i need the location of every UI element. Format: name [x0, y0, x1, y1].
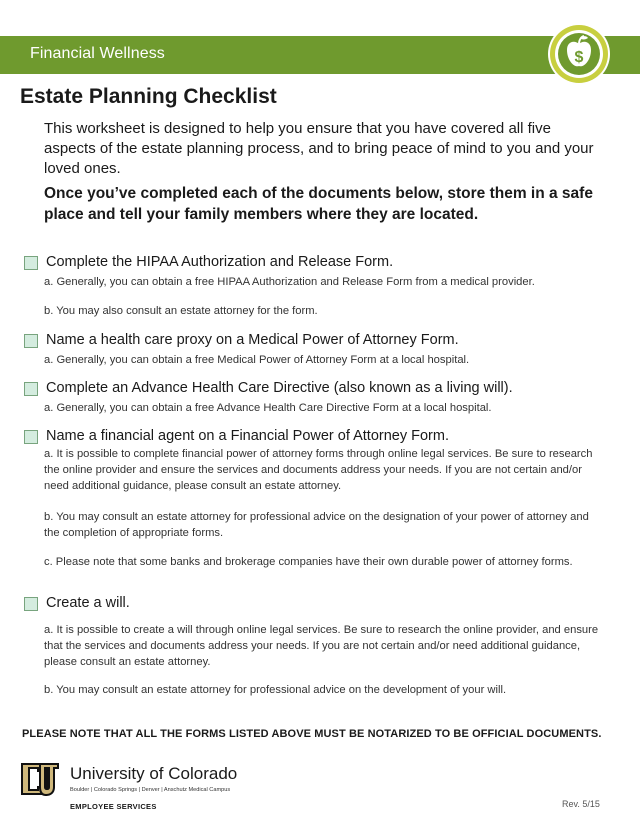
intro-paragraph: This worksheet is designed to help you ensure that you have covered all five aspects of the estate planning process, and to bring peace of mind to you and your loved ones.	[44, 120, 594, 177]
instruction-paragraph: Once you’ve completed each of the documents below, store them in a safe place and tell your family members where they are located.	[44, 185, 593, 223]
campus-list: Boulder | Colorado Springs | Denver | Anschutz Medical Campus	[70, 787, 231, 793]
svg-text:$: $	[574, 49, 584, 66]
checklist-checkbox[interactable]	[24, 382, 38, 396]
checklist-note: a. Generally, you can obtain a free Medical Power of Attorney Form at a local hospital.	[44, 354, 470, 366]
checklist-item-title: Complete an Advance Health Care Directive (also known as a living will).	[46, 380, 513, 396]
checklist-item-title: Complete the HIPAA Authorization and Release Form.	[46, 254, 394, 270]
checklist-checkbox[interactable]	[24, 256, 38, 270]
notarization-notice: PLEASE NOTE THAT ALL THE FORMS LISTED ABOVE MUST BE NOTARIZED TO BE OFFICIAL DOCUMENTS.	[22, 728, 602, 740]
checklist-note: c. Please note that some banks and brokerage companies have their own durable power of attorney forms.	[44, 556, 573, 568]
apple-dollar-icon	[547, 22, 611, 86]
checklist-checkbox[interactable]	[24, 334, 38, 348]
checklist-note: b. You may consult an estate attorney for professional advice on the development of your will.	[44, 684, 507, 696]
checklist-item-title: Name a financial agent on a Financial Power of Attorney Form.	[46, 428, 449, 444]
checklist-checkbox[interactable]	[24, 597, 38, 611]
checklist-note: b. You may consult an estate attorney for professional advice on the designation of your power of attorney and the completion of appropriate forms.	[44, 511, 589, 539]
checklist-item-title: Create a will.	[46, 595, 130, 611]
checklist-note: a. Generally, you can obtain a free HIPAA Authorization and Release Form from a medical provider.	[44, 276, 535, 288]
revision-label: Rev. 5/15	[562, 799, 600, 809]
page-title: Estate Planning Checklist	[20, 85, 277, 108]
cu-logo-icon	[19, 758, 61, 800]
department-name: EMPLOYEE SERVICES	[70, 802, 157, 811]
checklist-note: a. Generally, you can obtain a free Advance Health Care Directive Form at a local hospital.	[44, 402, 492, 414]
checklist-note: a. It is possible to complete financial power of attorney forms through online legal services. Be sure to research the online provider and ensure the services and documents address your needs. If you are not certain and/or need additional guidance, please consult an estate attorney.	[44, 448, 593, 492]
checklist-item-title: Name a health care proxy on a Medical Power of Attorney Form.	[46, 332, 459, 348]
header-title: Financial Wellness	[30, 45, 165, 62]
checklist-note: b. You may also consult an estate attorney for the form.	[44, 305, 318, 317]
university-name: University of Colorado	[70, 764, 238, 783]
checklist-note: a. It is possible to create a will through online legal services. Be sure to research the online provider, and ensure that the services and documents address your needs. If you are not certain and/or need additional guidance, please consult an estate attorney.	[44, 624, 599, 668]
checklist-checkbox[interactable]	[24, 430, 38, 444]
